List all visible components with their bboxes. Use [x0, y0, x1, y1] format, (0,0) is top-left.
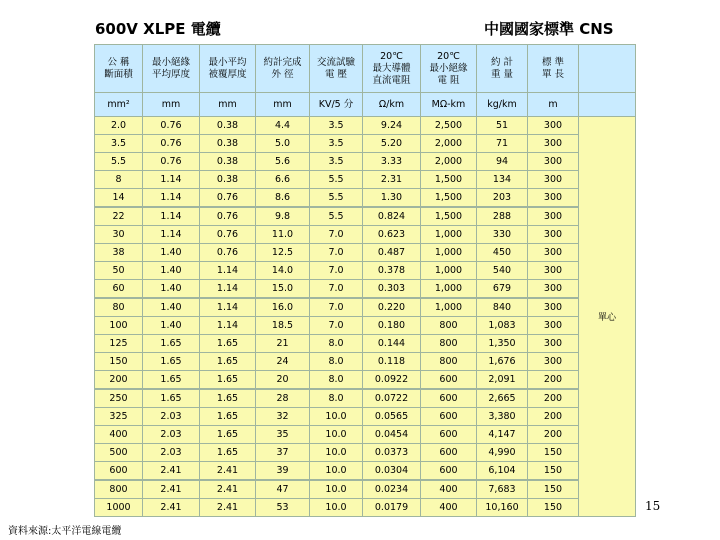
table-cell: 0.0722: [363, 389, 421, 408]
table-cell: 8.0: [310, 371, 363, 390]
table-cell: 1.65: [143, 353, 200, 371]
table-cell: 2.41: [200, 462, 256, 481]
table-cell: 20: [256, 371, 310, 390]
table-cell: 300: [528, 262, 579, 280]
table-cell: 10.0: [310, 408, 363, 426]
table-cell: 1.40: [143, 280, 200, 299]
table-row: [95, 207, 636, 226]
core-type-cell: 單心: [579, 117, 636, 517]
table-cell: 8.0: [310, 389, 363, 408]
table-cell: 7.0: [310, 262, 363, 280]
table-cell: 300: [528, 280, 579, 299]
table-cell: 1,000: [421, 244, 477, 262]
column-header: 20℃ 最小絕緣 電 阻: [421, 45, 477, 93]
table-cell: 2.03: [143, 444, 200, 462]
cable-spec-table: [94, 44, 636, 517]
table-cell: 0.0234: [363, 480, 421, 499]
table-row: [95, 389, 636, 408]
table-cell: 300: [528, 353, 579, 371]
table-cell: 300: [528, 171, 579, 189]
table-cell: 1.40: [143, 262, 200, 280]
table-row: [95, 499, 636, 517]
table-cell: 0.76: [143, 153, 200, 171]
table-cell: 16.0: [256, 298, 310, 317]
table-cell: 5.5: [310, 171, 363, 189]
table-cell: 450: [477, 244, 528, 262]
table-cell: 1.65: [143, 371, 200, 390]
table-cell: 10.0: [310, 426, 363, 444]
table-cell: 2,000: [421, 135, 477, 153]
table-cell: 0.76: [200, 226, 256, 244]
table-cell: 1,000: [421, 298, 477, 317]
table-cell: 1.14: [200, 280, 256, 299]
table-cell: 5.20: [363, 135, 421, 153]
column-header: 交流試驗 電 壓: [310, 45, 363, 93]
table-row: [95, 189, 636, 208]
table-cell: 2.41: [143, 480, 200, 499]
unit-cell: kg/km: [477, 93, 528, 117]
table-cell: 0.824: [363, 207, 421, 226]
table-cell: 21: [256, 335, 310, 353]
table-cell: 14: [95, 189, 143, 208]
table-cell: 1,083: [477, 317, 528, 335]
table-cell: 22: [95, 207, 143, 226]
unit-cell: mm²: [95, 93, 143, 117]
table-cell: 50: [95, 262, 143, 280]
table-cell: 600: [95, 462, 143, 481]
table-cell: 71: [477, 135, 528, 153]
table-cell: 18.5: [256, 317, 310, 335]
table-cell: 600: [421, 462, 477, 481]
table-cell: 0.38: [200, 117, 256, 135]
table-cell: 7.0: [310, 280, 363, 299]
table-cell: 800: [421, 335, 477, 353]
table-cell: 1.65: [200, 353, 256, 371]
table-cell: 94: [477, 153, 528, 171]
table-cell: 150: [528, 480, 579, 499]
table-cell: 0.38: [200, 171, 256, 189]
column-header: [579, 45, 636, 93]
table-cell: 2,665: [477, 389, 528, 408]
table-cell: 60: [95, 280, 143, 299]
table-cell: 288: [477, 207, 528, 226]
table-cell: 325: [95, 408, 143, 426]
table-cell: 1.14: [143, 189, 200, 208]
table-cell: 600: [421, 371, 477, 390]
table-cell: 400: [421, 480, 477, 499]
table-row: [95, 226, 636, 244]
table-row: [95, 298, 636, 317]
table-cell: 9.24: [363, 117, 421, 135]
table-cell: 10,160: [477, 499, 528, 517]
table-cell: 10.0: [310, 462, 363, 481]
table-row: [95, 371, 636, 390]
table-cell: 100: [95, 317, 143, 335]
unit-cell: Ω/km: [363, 93, 421, 117]
table-cell: 134: [477, 171, 528, 189]
table-cell: 6.6: [256, 171, 310, 189]
table-cell: 28: [256, 389, 310, 408]
table-cell: 30: [95, 226, 143, 244]
table-cell: 3.33: [363, 153, 421, 171]
table-cell: 200: [528, 371, 579, 390]
table-cell: 15.0: [256, 280, 310, 299]
table-body: [95, 117, 636, 517]
table-cell: 400: [95, 426, 143, 444]
table-cell: 125: [95, 335, 143, 353]
table-cell: 840: [477, 298, 528, 317]
table-cell: 7.0: [310, 317, 363, 335]
table-row: [95, 444, 636, 462]
table-cell: 600: [421, 426, 477, 444]
table-cell: 9.8: [256, 207, 310, 226]
table-cell: 2.41: [143, 462, 200, 481]
table-cell: 5.5: [310, 189, 363, 208]
table-cell: 0.38: [200, 153, 256, 171]
table-cell: 47: [256, 480, 310, 499]
column-header: 20℃ 最大導體 直流電阻: [363, 45, 421, 93]
table-cell: 300: [528, 317, 579, 335]
table-cell: 1.65: [143, 335, 200, 353]
table-row: [95, 480, 636, 499]
table-cell: 38: [95, 244, 143, 262]
table-cell: 150: [528, 444, 579, 462]
table-cell: 53: [256, 499, 310, 517]
table-cell: 14.0: [256, 262, 310, 280]
table-cell: 0.118: [363, 353, 421, 371]
column-header: 約 計 重 量: [477, 45, 528, 93]
table-row: [95, 280, 636, 299]
table-cell: 0.303: [363, 280, 421, 299]
table-cell: 7.0: [310, 298, 363, 317]
unit-row: [95, 93, 636, 117]
table-cell: 0.144: [363, 335, 421, 353]
table-cell: 1.14: [143, 171, 200, 189]
table-row: [95, 353, 636, 371]
table-cell: 800: [421, 317, 477, 335]
table-row: [95, 462, 636, 481]
table-cell: 0.0373: [363, 444, 421, 462]
table-cell: 1.65: [200, 389, 256, 408]
table-cell: 0.180: [363, 317, 421, 335]
table-cell: 1.65: [200, 371, 256, 390]
table-row: [95, 153, 636, 171]
table-cell: 0.76: [200, 189, 256, 208]
table-cell: 1.40: [143, 244, 200, 262]
table-cell: 11.0: [256, 226, 310, 244]
table-cell: 1.65: [200, 426, 256, 444]
table-cell: 1,000: [421, 262, 477, 280]
unit-cell: [579, 93, 636, 117]
table-cell: 1,350: [477, 335, 528, 353]
table-cell: 1,500: [421, 189, 477, 208]
column-header: 最小絕緣 平均厚度: [143, 45, 200, 93]
table-cell: 2.0: [95, 117, 143, 135]
source-note: 資料來源:太平洋電線電纜: [8, 526, 122, 537]
table-cell: 800: [421, 353, 477, 371]
table-cell: 3.5: [310, 153, 363, 171]
table-cell: 5.5: [310, 207, 363, 226]
table-cell: 32: [256, 408, 310, 426]
unit-cell: mm: [143, 93, 200, 117]
table-cell: 1,500: [421, 207, 477, 226]
page-number: 15: [645, 499, 661, 513]
unit-cell: mm: [200, 93, 256, 117]
table-cell: 1,500: [421, 171, 477, 189]
table-row: [95, 135, 636, 153]
table-cell: 300: [528, 117, 579, 135]
table-cell: 39: [256, 462, 310, 481]
table-cell: 300: [528, 244, 579, 262]
table-cell: 400: [421, 499, 477, 517]
table-cell: 7.0: [310, 244, 363, 262]
table-cell: 1,000: [421, 226, 477, 244]
table-cell: 600: [421, 444, 477, 462]
column-header: 最小平均 被覆厚度: [200, 45, 256, 93]
table-cell: 300: [528, 298, 579, 317]
table-cell: 500: [95, 444, 143, 462]
table-cell: 2.31: [363, 171, 421, 189]
table-cell: 200: [528, 426, 579, 444]
table-cell: 150: [528, 499, 579, 517]
table-cell: 540: [477, 262, 528, 280]
table-cell: 300: [528, 335, 579, 353]
table-cell: 8.6: [256, 189, 310, 208]
table-cell: 3.5: [95, 135, 143, 153]
table-cell: 800: [95, 480, 143, 499]
unit-cell: mm: [256, 93, 310, 117]
table-cell: 8.0: [310, 353, 363, 371]
table-row: [95, 244, 636, 262]
table-row: [95, 317, 636, 335]
table-cell: 200: [95, 371, 143, 390]
table-cell: 0.76: [200, 244, 256, 262]
table-cell: 0.378: [363, 262, 421, 280]
standard-label: 中國國家標準 CNS: [484, 20, 614, 38]
table-cell: 300: [528, 153, 579, 171]
table-cell: 600: [421, 389, 477, 408]
table-cell: 2,091: [477, 371, 528, 390]
table-cell: 203: [477, 189, 528, 208]
table-cell: 1.14: [143, 207, 200, 226]
table-cell: 5.6: [256, 153, 310, 171]
table-cell: 1.14: [200, 298, 256, 317]
table-cell: 1.65: [200, 335, 256, 353]
table-cell: 0.76: [143, 117, 200, 135]
table-cell: 1.40: [143, 317, 200, 335]
table-cell: 37: [256, 444, 310, 462]
table-cell: 1.40: [143, 298, 200, 317]
table-cell: 0.0565: [363, 408, 421, 426]
table-cell: 0.0922: [363, 371, 421, 390]
table-cell: 12.5: [256, 244, 310, 262]
column-header: 公 稱 斷面積: [95, 45, 143, 93]
table-cell: 2.41: [143, 499, 200, 517]
table-cell: 2.41: [200, 499, 256, 517]
table-cell: 1.65: [143, 389, 200, 408]
header-row: [95, 45, 636, 93]
unit-cell: m: [528, 93, 579, 117]
table-cell: 0.623: [363, 226, 421, 244]
document-title: 600V XLPE 電纜: [95, 20, 221, 38]
table-cell: 80: [95, 298, 143, 317]
table-cell: 3,380: [477, 408, 528, 426]
table-cell: 6,104: [477, 462, 528, 481]
table-cell: 250: [95, 389, 143, 408]
table-cell: 200: [528, 408, 579, 426]
table-cell: 200: [528, 389, 579, 408]
table-cell: 1000: [95, 499, 143, 517]
table-row: [95, 335, 636, 353]
table-cell: 300: [528, 135, 579, 153]
table-cell: 5.0: [256, 135, 310, 153]
table-cell: 1,000: [421, 280, 477, 299]
table-cell: 3.5: [310, 117, 363, 135]
table-row: [95, 117, 636, 135]
table-cell: 300: [528, 189, 579, 208]
table-row: [95, 408, 636, 426]
table-cell: 4,147: [477, 426, 528, 444]
table-cell: 0.38: [200, 135, 256, 153]
table-cell: 1,676: [477, 353, 528, 371]
table-cell: 1.14: [143, 226, 200, 244]
table-cell: 10.0: [310, 480, 363, 499]
table-cell: 0.0179: [363, 499, 421, 517]
table-cell: 1.30: [363, 189, 421, 208]
table-cell: 0.76: [200, 207, 256, 226]
table-cell: 150: [95, 353, 143, 371]
table-cell: 4,990: [477, 444, 528, 462]
table-cell: 3.5: [310, 135, 363, 153]
table-row: [95, 426, 636, 444]
table-cell: 7.0: [310, 226, 363, 244]
table-cell: 2.03: [143, 408, 200, 426]
table-cell: 1.65: [200, 444, 256, 462]
table-row: [95, 262, 636, 280]
table-cell: 600: [421, 408, 477, 426]
table-cell: 8.0: [310, 335, 363, 353]
table-cell: 1.14: [200, 262, 256, 280]
table-cell: 679: [477, 280, 528, 299]
table-cell: 24: [256, 353, 310, 371]
table-cell: 5.5: [95, 153, 143, 171]
table-cell: 0.487: [363, 244, 421, 262]
table-cell: 4.4: [256, 117, 310, 135]
column-header: 約計完成 外 徑: [256, 45, 310, 93]
table-cell: 35: [256, 426, 310, 444]
column-header: 標 準 單 長: [528, 45, 579, 93]
table-cell: 7,683: [477, 480, 528, 499]
table-cell: 10.0: [310, 499, 363, 517]
table-cell: 0.0304: [363, 462, 421, 481]
table-cell: 150: [528, 462, 579, 481]
table-cell: 1.14: [200, 317, 256, 335]
table-cell: 1.65: [200, 408, 256, 426]
table-cell: 0.0454: [363, 426, 421, 444]
table-cell: 2.41: [200, 480, 256, 499]
unit-cell: KV/5 分: [310, 93, 363, 117]
unit-cell: MΩ-km: [421, 93, 477, 117]
table-cell: 300: [528, 207, 579, 226]
table-cell: 0.220: [363, 298, 421, 317]
table-cell: 2.03: [143, 426, 200, 444]
table-cell: 10.0: [310, 444, 363, 462]
table-cell: 300: [528, 226, 579, 244]
table-cell: 330: [477, 226, 528, 244]
table-cell: 2,000: [421, 153, 477, 171]
table-cell: 51: [477, 117, 528, 135]
table-cell: 2,500: [421, 117, 477, 135]
table-cell: 0.76: [143, 135, 200, 153]
table-cell: 8: [95, 171, 143, 189]
table-row: [95, 171, 636, 189]
